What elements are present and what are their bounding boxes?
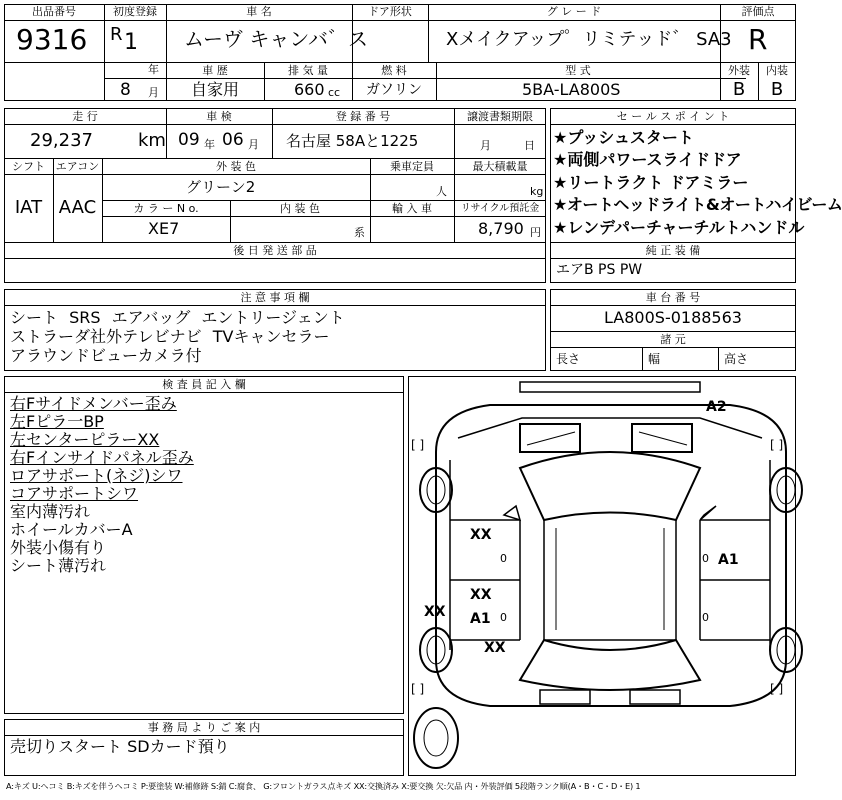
bracket-mark: [ ] [770, 682, 784, 696]
height-label: 高さ [724, 352, 749, 366]
transfer-label: 譲渡書類期限 [467, 110, 533, 123]
inspector-note: 右Fインサイドパネル歪み [10, 448, 194, 467]
inspector-note: 外装小傷有り [10, 538, 107, 557]
ext-color-label: 外 装 色 [216, 160, 256, 173]
ac-label: エアコン [55, 160, 100, 173]
import-label: 輸 入 車 [392, 202, 432, 215]
damage-mark-xx: XX [470, 587, 492, 603]
ext-color-value: グリーン2 [186, 178, 256, 196]
equipment-title: 純 正 装 備 [645, 244, 701, 257]
office-note: 売切りスタート SDカード預り [10, 737, 230, 756]
inspection-year-unit: 年 [204, 138, 215, 151]
zero-mark: 0 [500, 611, 507, 624]
sales-point-item: ★両側パワースライドドア [553, 150, 742, 169]
reg-year: 1 [124, 30, 138, 55]
shift-label: シフト [12, 160, 45, 173]
bracket-mark: [ ] [770, 438, 784, 452]
sales-point-item: ★プッシュスタート [553, 128, 694, 147]
damage-mark-a1-right: A1 [718, 552, 739, 568]
int-score: B [770, 79, 784, 100]
office-title: 事 務 局 よ り ご 案 内 [147, 721, 261, 734]
bracket-mark: [ ] [411, 682, 425, 696]
damage-mark-xx: XX [470, 527, 492, 543]
capacity-label: 乗車定員 [390, 160, 434, 173]
year-unit: 年 [148, 63, 159, 76]
inspector-title: 検 査 員 記 入 欄 [162, 378, 246, 391]
zero-mark: 0 [702, 552, 709, 565]
int-color-unit: 系 [354, 226, 365, 239]
int-label: 内装 [766, 64, 788, 77]
inspector-note: 左センターピラーXX [10, 430, 160, 449]
mileage-label: 走 行 [72, 110, 98, 123]
model-value: 5BA-LA800S [522, 80, 621, 99]
chassis-title: 車 台 番 号 [645, 291, 701, 304]
sales-point-item: ★オートヘッドライト&オートハイビーム [553, 195, 842, 214]
bracket-mark: [ ] [411, 438, 425, 452]
capacity-unit: 人 [436, 185, 447, 198]
sales-point-item: ★レンデパーチャーチルトハンドル [553, 218, 805, 237]
month-unit: 月 [148, 86, 159, 99]
inspector-note: コアサポートシワ [10, 484, 139, 503]
score-value: R [748, 23, 768, 56]
inspector-note: 室内薄汚れ [10, 502, 91, 521]
first-reg-label: 初度登録 [113, 5, 157, 18]
car-name-label: 車 名 [246, 5, 272, 18]
car-name: ムーヴ キャンバ゛ス [184, 27, 368, 51]
grade-label: グ レ ー ド [546, 5, 602, 18]
inspection-year: 09 [178, 130, 200, 150]
notes-title: 注 意 事 項 欄 [240, 291, 310, 304]
reg-month: 8 [120, 80, 131, 100]
chassis-number: LA800S-0188563 [604, 308, 742, 327]
lot-number: 9316 [16, 23, 88, 56]
max-load-unit: kg [530, 185, 544, 198]
ext-label: 外装 [728, 64, 750, 77]
max-load-label: 最大積載量 [472, 160, 528, 173]
inspector-note: 右Fサイドメンバー歪み [10, 394, 177, 413]
width-label: 幅 [648, 352, 661, 366]
displacement-unit: cc [328, 86, 341, 99]
mileage-value: 29,237 [30, 130, 93, 151]
recycle-label: リサイクル預託金 [460, 203, 540, 214]
score-label: 評価点 [741, 5, 775, 18]
notes-line: アラウンドビューカメラ付 [10, 346, 202, 365]
zero-mark: 0 [500, 552, 507, 565]
damage-mark-xx: XX [484, 640, 506, 656]
door-label: ドア形状 [368, 5, 412, 18]
ac-value: AAC [58, 197, 97, 218]
color-no-label: カ ラ ー N o. [133, 202, 199, 215]
inspector-note: ホイールカバーA [10, 520, 133, 539]
mileage-unit: km [138, 130, 166, 151]
shipping-label: 後 日 発 送 部 品 [233, 244, 317, 257]
fuel-label: 燃 料 [381, 64, 407, 77]
displacement-value: 660 [294, 80, 325, 99]
color-no-value: XE7 [148, 219, 180, 238]
plate-value: 名古屋 58Aと1225 [286, 132, 419, 150]
inspection-label: 車 検 [206, 110, 232, 123]
history-label: 車 歴 [202, 64, 228, 77]
shift-value: IAT [14, 197, 43, 218]
damage-mark-xx-left: XX [424, 604, 446, 620]
inspection-month-unit: 月 [248, 138, 259, 151]
damage-mark-a1-mid: A1 [470, 611, 491, 627]
lot-no-label: 出品番号 [32, 5, 76, 18]
equipment-value: エアB PS PW [556, 262, 643, 278]
recycle-unit: 円 [530, 226, 541, 239]
length-label: 長さ [556, 352, 581, 366]
grade-value: Xメイクアップ゜リミテッド゛ SA3 [446, 29, 732, 50]
inspector-note: ロアサポート(ネジ)シワ [10, 466, 183, 485]
sales-point-item: ★リートラクト ドアミラー [553, 173, 749, 192]
notes-line: シート SRS エアバッグ エントリージェント [10, 308, 345, 327]
recycle-value: 8,790 [478, 219, 524, 238]
model-label: 型 式 [565, 64, 591, 77]
era-letter: R [110, 24, 123, 45]
transfer-month-unit: 月 [480, 139, 491, 152]
inspector-note: シート薄汚れ [10, 556, 107, 575]
zero-mark: 0 [702, 611, 709, 624]
inspector-note: 左Fピラ一BP [10, 412, 104, 431]
plate-label: 登 録 番 号 [335, 110, 391, 123]
specs-title: 諸 元 [660, 333, 686, 346]
displacement-label: 排 気 量 [288, 64, 328, 77]
ext-score: B [732, 79, 746, 100]
history-value: 自家用 [190, 80, 239, 99]
sales-points-title: セ ー ル ス ポ イ ン ト [616, 110, 730, 123]
damage-mark-a2: A2 [706, 399, 727, 415]
legend-text: A:キズ U:ヘコミ B:キズを伴うヘコミ P:要塗装 W:補修跡 S:錆 C:腐食、 G:フロントガラス点キズ XX:交換済み X:要交換 欠:欠品 内・外装評価 5段階ランク順(A・B・C・D・E) 1 [6, 781, 641, 791]
transfer-day-unit: 日 [524, 139, 535, 152]
fuel-value: ガソリン [366, 82, 422, 98]
int-color-label: 内 装 色 [280, 202, 320, 215]
notes-line: ストラーダ社外テレビナビ TVキャンセラー [10, 327, 330, 346]
inspection-month: 06 [222, 130, 244, 150]
